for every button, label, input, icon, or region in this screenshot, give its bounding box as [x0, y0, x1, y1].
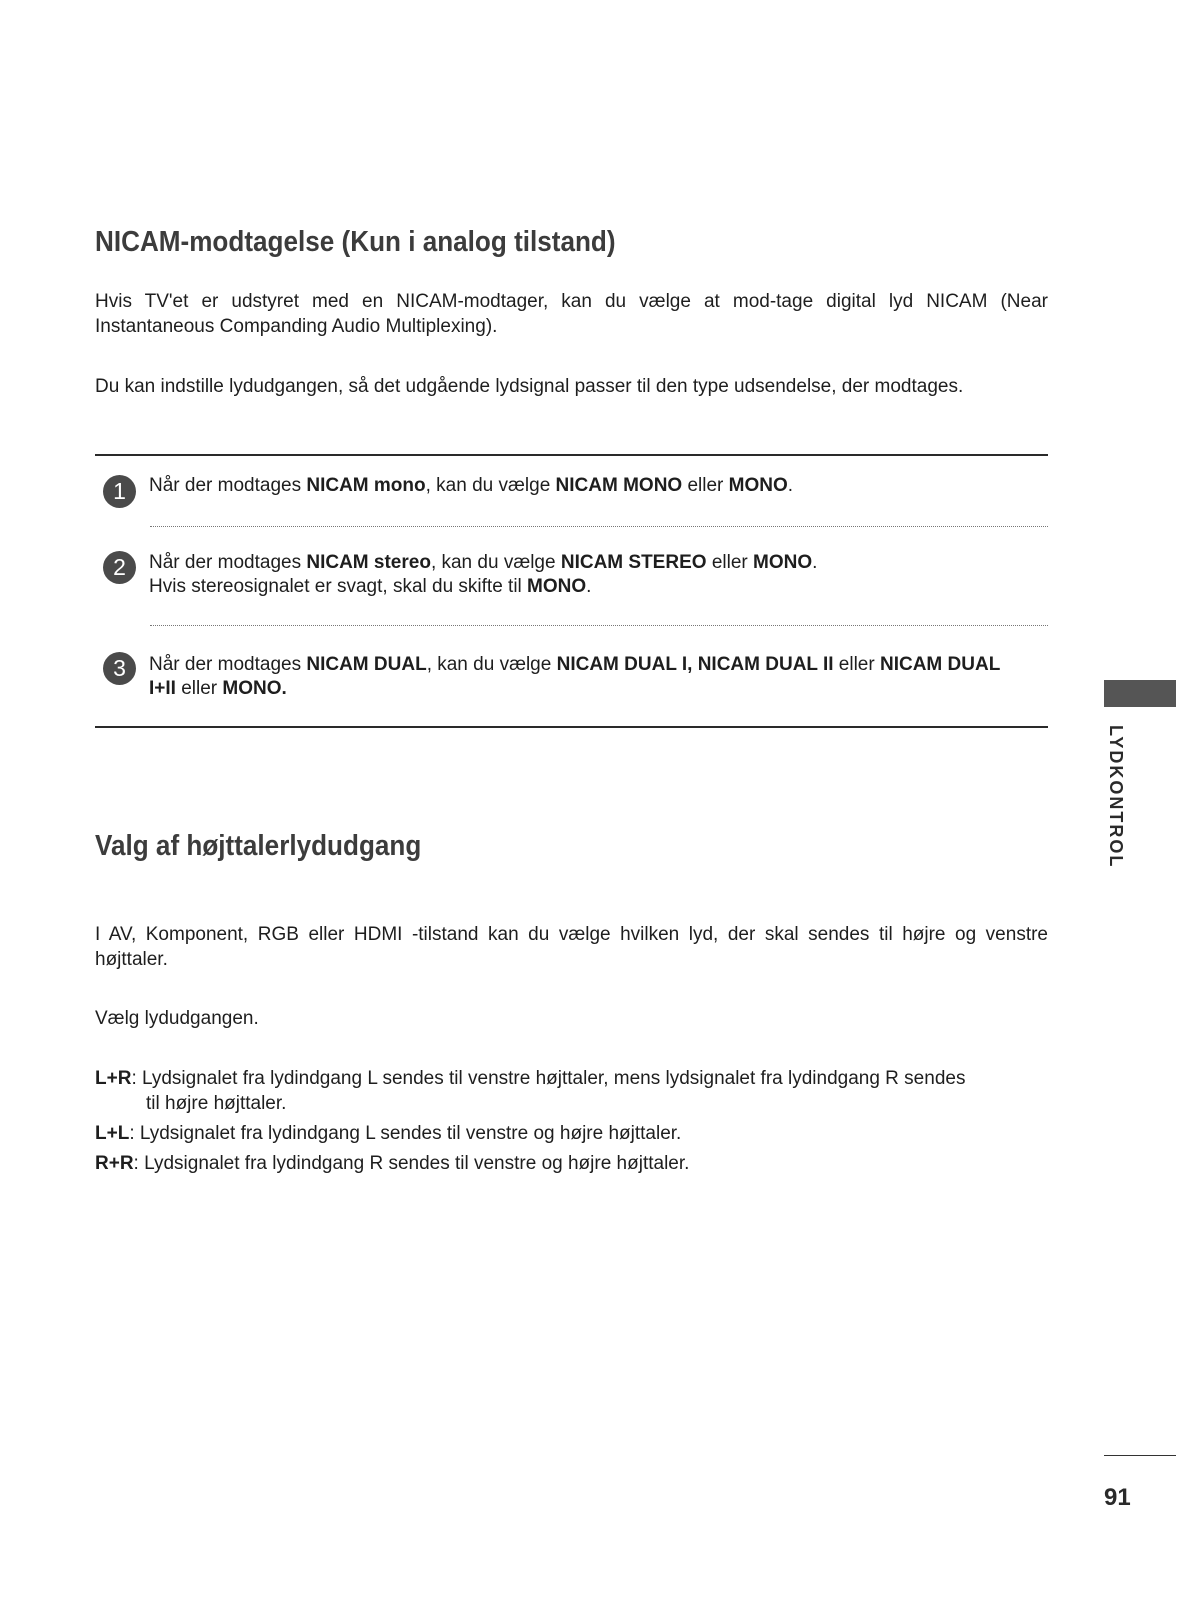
step-divider	[150, 625, 1048, 626]
page-number-rule	[1104, 1455, 1176, 1456]
option-term: L+R	[95, 1068, 132, 1089]
speaker-intro-paragraph: I AV, Komponent, RGB eller HDMI -tilstand kan du vælge hvilken lyd, der skal sendes til højre og venstre højttaler.	[95, 924, 1048, 970]
option-ll	[95, 1121, 1048, 1146]
step-2-number-badge: 2	[103, 551, 136, 584]
steps-top-rule	[95, 454, 1048, 456]
step-divider	[150, 526, 1048, 527]
step-3-text: Når der modtages NICAM DUAL, kan du vælge NICAM DUAL I, NICAM DUAL II eller NICAM DUAL I+II eller MONO.	[149, 654, 1000, 699]
step-2-text: Når der modtages NICAM stereo, kan du vælge NICAM STEREO eller MONO. Hvis stereosignalet er svagt, skal du skifte til MONO.	[149, 552, 818, 597]
chapter-tab-bar	[1104, 680, 1176, 707]
step-1-text: Når der modtages NICAM mono, kan du vælge NICAM MONO eller MONO.	[149, 475, 794, 496]
option-description: : Lydsignalet fra lydindgang R sendes til venstre og højre højttaler.	[133, 1153, 690, 1174]
step-1-number-badge: 1	[103, 475, 136, 508]
option-rr	[95, 1151, 1048, 1176]
select-output-paragraph: Vælg lydudgangen.	[95, 1008, 259, 1029]
speaker-options-list	[95, 1066, 1048, 1181]
nicam-output-paragraph: Du kan indstille lydudgangen, så det udgående lydsignal passer til den type udsendelse, der modtages.	[95, 376, 964, 397]
option-term: L+L	[95, 1123, 130, 1144]
option-description-continued: til højre højttaler.	[146, 1093, 287, 1114]
option-lr	[95, 1066, 1048, 1116]
nicam-intro-paragraph: Hvis TV'et er udstyret med en NICAM-modtager, kan du vælge at mod-tage digital lyd NICAM (Near Instantaneous Companding Audio Multiplexing).	[95, 291, 1048, 337]
option-description: : Lydsignalet fra lydindgang L sendes til venstre og højre højttaler.	[129, 1123, 682, 1144]
chapter-tab-label: LYDKONTROL	[1106, 725, 1126, 869]
page-number: 91	[1104, 1484, 1131, 1511]
option-term: R+R	[95, 1153, 134, 1174]
steps-bottom-rule	[95, 726, 1048, 728]
option-description: : Lydsignalet fra lydindgang L sendes til venstre højttaler, mens lydsignalet fra lydindgang R sendes	[131, 1068, 966, 1089]
step-3-number-badge: 3	[103, 652, 136, 685]
section-title-nicam: NICAM-modtagelse (Kun i analog tilstand)	[95, 226, 616, 258]
section-title-speaker-output: Valg af højttalerlydudgang	[95, 830, 422, 862]
